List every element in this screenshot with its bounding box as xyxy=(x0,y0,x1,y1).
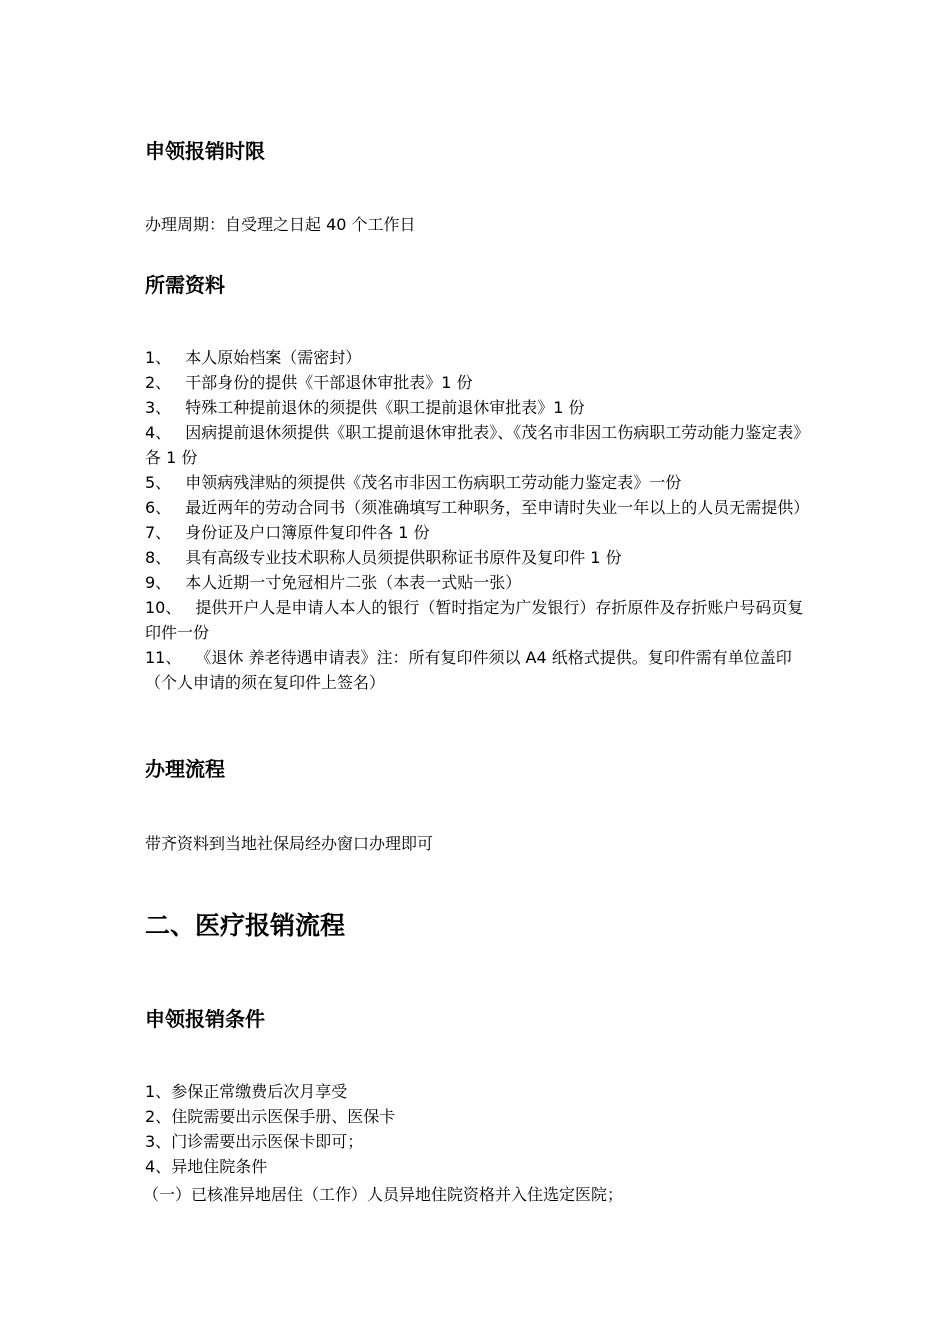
list-item-number: 6、 xyxy=(145,498,172,517)
list-item xyxy=(145,595,810,645)
list-item-text: 干部身份的提供《干部退休审批表》1 份 xyxy=(185,373,473,392)
list-item-number: 1、 xyxy=(145,348,172,367)
section-heading-process: 办理流程 xyxy=(145,757,225,781)
list-item xyxy=(145,520,810,545)
list-item-number: 7、 xyxy=(145,523,172,542)
list-item-text: 异地住院条件 xyxy=(171,1157,268,1176)
list-item-text: 《退休 养老待遇申请表》注：所有复印件须以 A4 纸格式提供。复印件需有单位盖印（个人申请的须在复印件上签名） xyxy=(145,648,792,692)
section-heading-deadline: 申领报销时限 xyxy=(145,139,265,163)
list-item xyxy=(145,345,810,370)
list-item xyxy=(145,470,810,495)
list-item-number: 9、 xyxy=(145,573,172,592)
list-item-text: 特殊工种提前退休的须提供《职工提前退休审批表》1 份 xyxy=(185,398,585,417)
list-item-text: 申领病残津贴的须提供《茂名市非因工伤病职工劳动能力鉴定表》一份 xyxy=(185,473,682,492)
list-item xyxy=(145,1154,810,1179)
list-item-text: 身份证及户口簿原件复印件各 1 份 xyxy=(185,523,430,542)
list-item-number: 5、 xyxy=(145,473,172,492)
conditions-sub-item: （一）已核准异地居住（工作）人员异地住院资格并入住选定医院； xyxy=(143,1185,624,1204)
list-item xyxy=(145,395,810,420)
list-item xyxy=(145,570,810,595)
list-item-text: 提供开户人是申请人本人的银行（暂时指定为广发银行）存折原件及存折账户号码页复印件一份 xyxy=(145,598,804,642)
conditions-list xyxy=(145,1079,810,1179)
list-item-text: 参保正常缴费后次月享受 xyxy=(171,1082,348,1101)
deadline-text: 办理周期：自受理之日起 40 个工作日 xyxy=(145,215,416,234)
section-heading-medical: 二、医疗报销流程 xyxy=(145,911,346,940)
list-item xyxy=(145,420,810,470)
list-item xyxy=(145,1104,810,1129)
list-item xyxy=(145,370,810,395)
list-item xyxy=(145,645,810,695)
list-item-number: 8、 xyxy=(145,548,172,567)
list-item-number: 1、 xyxy=(145,1082,172,1101)
list-item-text: 最近两年的劳动合同书（须准确填写工种职务，至申请时失业一年以上的人员无需提供） xyxy=(185,498,810,517)
list-item xyxy=(145,1129,810,1154)
list-item-number: 10、 xyxy=(145,598,182,617)
list-item-number: 4、 xyxy=(145,1157,172,1176)
list-item-text: 门诊需要出示医保卡即可； xyxy=(171,1132,364,1151)
list-item-number: 3、 xyxy=(145,1132,172,1151)
list-item xyxy=(145,495,810,520)
materials-list xyxy=(145,345,810,695)
list-item-number: 2、 xyxy=(145,1107,172,1126)
list-item-text: 住院需要出示医保手册、医保卡 xyxy=(171,1107,396,1126)
section-heading-materials: 所需资料 xyxy=(145,273,225,297)
list-item xyxy=(145,1079,810,1104)
list-item-number: 3、 xyxy=(145,398,172,417)
list-item-text: 具有高级专业技术职称人员须提供职称证书原件及复印件 1 份 xyxy=(185,548,622,567)
list-item-text: 因病提前退休须提供《职工提前退休审批表》、《茂名市非因工伤病职工劳动能力鉴定表》各 1 份 xyxy=(145,423,810,467)
list-item-number: 11、 xyxy=(145,648,182,667)
list-item-text: 本人近期一寸免冠相片二张（本表一式贴一张） xyxy=(185,573,522,592)
section-heading-conditions: 申领报销条件 xyxy=(145,1007,265,1031)
process-text: 带齐资料到当地社保局经办窗口办理即可 xyxy=(145,834,434,853)
list-item-text: 本人原始档案（需密封） xyxy=(185,348,362,367)
list-item xyxy=(145,545,810,570)
list-item-number: 2、 xyxy=(145,373,172,392)
list-item-number: 4、 xyxy=(145,423,172,442)
